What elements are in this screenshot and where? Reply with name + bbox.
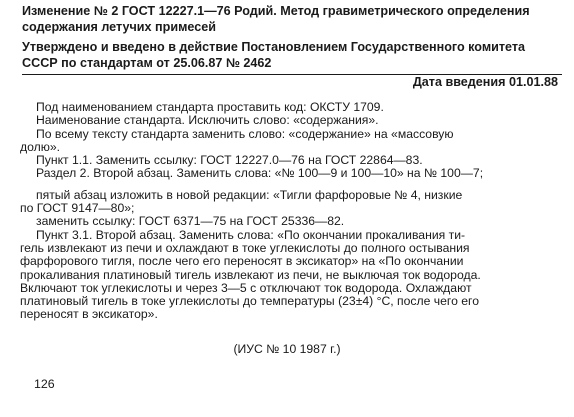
text-line: пятый абзац изложить в новой редакции: «Тигли фарфоровые № 4, низкие [36,187,463,202]
text-line: долю». [20,139,61,154]
effective-date: Дата введения 01.01.88 [412,75,558,89]
text-line: прокаливания платиновый тигель извлекают из печи, не выключая ток водорода. [20,267,481,282]
text-line: Пункт 1.1. Заменить ссылку: ГОСТ 12227.0—76 на ГОСТ 22864—83. [36,153,423,168]
text-line: Пункт 3.1. Второй абзац. Заменить слова: «По окончании прокаливания ти- [36,227,466,242]
approval-statement [22,40,562,71]
amendment-text [20,100,564,322]
text-line: Раздел 2. Второй абзац. Заменить слова: «№ 100—9 и 100—10» на № 100—7; [36,166,484,181]
source-reference: (ИУС № 10 1987 г.) [233,342,341,356]
page-number: 126 [34,377,55,391]
text-line: заменить ссылку: ГОСТ 6371—75 на ГОСТ 25336—82. [36,214,345,229]
text-line: Включают ток углекислоты и через 3—5 с отключают ток водорода. Охлаждают [20,280,472,295]
text-line: фарфорового тигля, после чего его переносят в эксикатор» на «По окончании [20,254,464,269]
text-line: по ГОСТ 9147—80»; [20,201,135,216]
title-line: содержания летучих примесей [22,19,216,34]
text-line: По всему тексту стандарта заменить слово: «содержание» на «массовую [36,126,454,141]
title-line: Изменение № 2 ГОСТ 12227.1—76 Родий. Метод гравиметрического определения [22,4,530,18]
text-line: Под наименованием стандарта проставить код: ОКСТУ 1709. [36,100,384,114]
text-line: гель извлекают из печи и охлаждают в токе углекислоты до полного остывания [20,240,470,255]
approval-line: СССР по стандартам от 25.06.87 № 2462 [22,55,272,70]
approval-line: Утверждено и введено в действие Постановлением Государственного комитета [22,40,526,54]
text-line: переносят в эксикатор». [20,307,158,322]
text-line: платиновый тигель в токе углекислоты до температуры (23±4) °С, после чего его [20,294,479,309]
document-title [22,4,562,35]
text-line: Наименование стандарта. Исключить слово: «содержания». [36,113,379,128]
